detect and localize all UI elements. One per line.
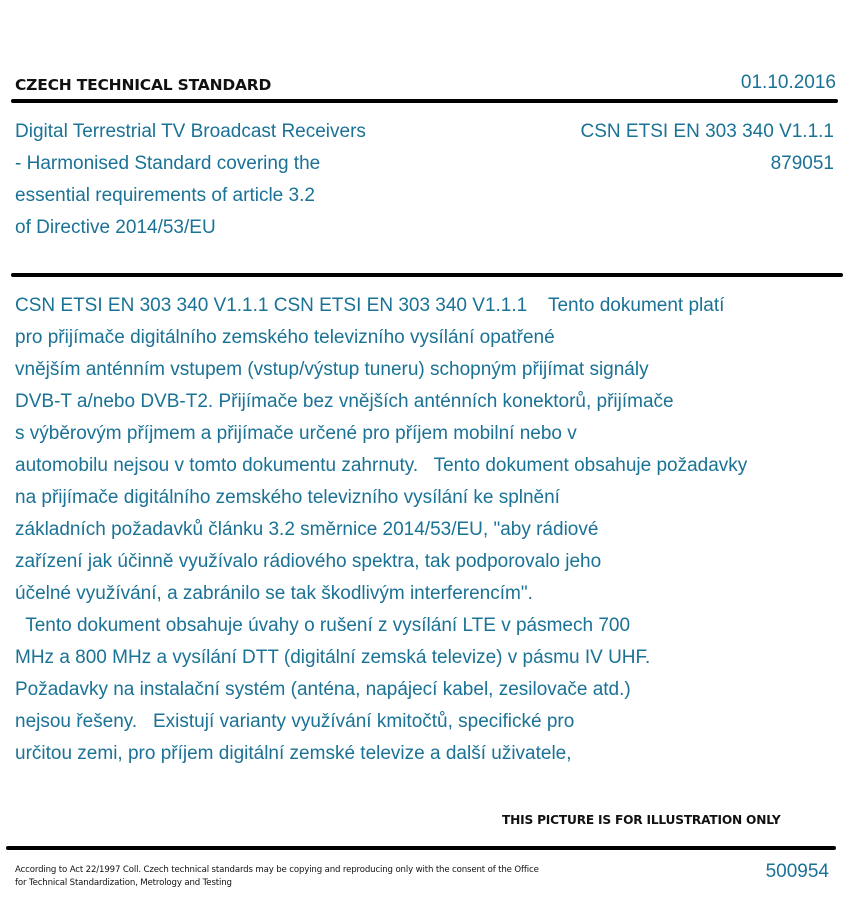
- title-divider: [11, 273, 843, 277]
- abstract-line: Požadavky na instalační systém (anténa, napájecí kabel, zesilovače atd.): [15, 679, 631, 700]
- title-line: essential requirements of article 3.2: [15, 185, 315, 206]
- legal-notice: [15, 864, 539, 890]
- title-line: of Directive 2014/53/EU: [15, 217, 216, 238]
- document-type-label: CZECH TECHNICAL STANDARD: [15, 76, 272, 94]
- abstract-line: s výběrovým příjmem a přijímače určené pro příjem mobilní nebo v: [15, 423, 577, 444]
- abstract-line: na přijímače digitálního zemského televizního vysílání ke splnění: [15, 487, 560, 508]
- abstract-line: zařízení jak účinně využívalo rádiového spektra, tak podporovalo jeho: [15, 551, 602, 572]
- standard-identifiers: [581, 116, 834, 180]
- abstract-line: účelné využívání, a zabránilo se tak škodlivým interferencím".: [15, 583, 533, 604]
- standard-title: [15, 116, 366, 244]
- abstract-line: Tento dokument obsahuje úvahy o rušení z vysílání LTE v pásmech 700: [15, 615, 631, 636]
- title-line: Digital Terrestrial TV Broadcast Receivers: [15, 121, 366, 142]
- issue-date: 01.10.2016: [740, 72, 836, 93]
- abstract-line: DVB-T a/nebo DVB-T2. Přijímače bez vnějších anténních konektorů, přijímače: [15, 391, 674, 412]
- abstract-line: nejsou řešeny. Existují varianty využívání kmitočtů, specifické pro: [15, 711, 575, 732]
- abstract-line: pro přijímače digitálního zemského televizního vysílání opatřené: [15, 327, 555, 348]
- abstract-line: MHz a 800 MHz a vysílání DTT (digitální zemská televize) v pásmu IV UHF.: [15, 647, 651, 668]
- abstract-line: základních požadavků článku 3.2 směrnice 2014/53/EU, "aby rádiové: [15, 519, 599, 540]
- abstract-text: [15, 290, 747, 770]
- legal-line: According to Act 22/1997 Coll. Czech technical standards may be copying and reproducing only with the consent of the Office: [15, 865, 539, 875]
- abstract-line: CSN ETSI EN 303 340 V1.1.1 CSN ETSI EN 303 340 V1.1.1 Tento dokument platí: [15, 295, 725, 316]
- header-divider: [11, 99, 838, 103]
- abstract-line: automobilu nejsou v tomto dokumentu zahrnuty. Tento dokument obsahuje požadavky: [15, 455, 748, 476]
- footer-divider: [6, 846, 836, 850]
- abstract-line: vnějším anténním vstupem (vstup/výstup tuneru) schopným přijímat signály: [15, 359, 649, 380]
- standard-code: CSN ETSI EN 303 340 V1.1.1: [580, 121, 834, 142]
- abstract-line: určitou zemi, pro příjem digitální zemské televize a další uživatele,: [15, 743, 572, 764]
- catalog-number: 500954: [765, 861, 829, 882]
- legal-line: for Technical Standardization, Metrology and Testing: [15, 878, 232, 888]
- title-line: - Harmonised Standard covering the: [15, 153, 321, 174]
- illustration-note: THIS PICTURE IS FOR ILLUSTRATION ONLY: [502, 813, 781, 827]
- class-number: 879051: [770, 153, 834, 174]
